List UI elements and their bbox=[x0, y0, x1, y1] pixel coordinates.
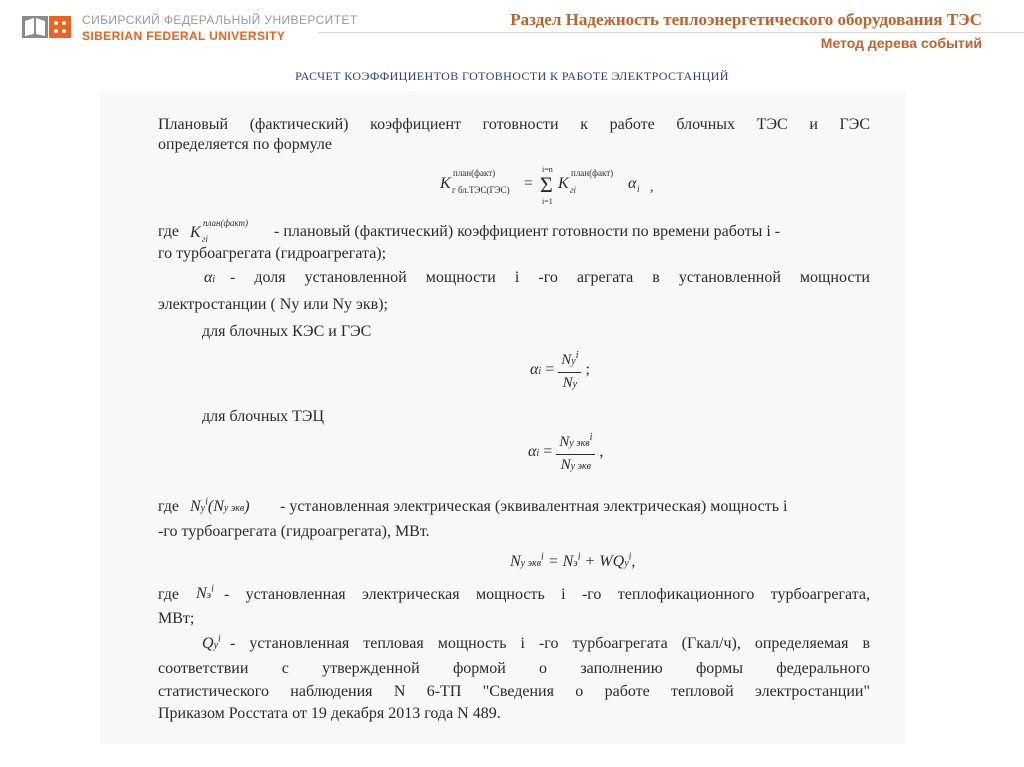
def-alpha-text: - доля установленной мощности i -го агрегата в установленной мощности bbox=[230, 269, 870, 286]
def-ne-symbol: $Nэ^i$ bbox=[196, 584, 214, 603]
def-ne-text: - установленная электрическая мощность i -го теплофикационного турбоагрегата, bbox=[224, 586, 870, 603]
def-alpha-line-2: электростанции ( Nу или Nу экв); bbox=[158, 296, 388, 313]
formula-alpha-1: αi = $\frac{Nу^i}{Nу}$ ; bbox=[530, 347, 590, 394]
svg-text:план(факт): план(факт) bbox=[453, 168, 496, 178]
svg-text:K: K bbox=[440, 175, 451, 192]
svg-text:K: K bbox=[558, 175, 569, 192]
university-name-en: SIBERIAN FEDERAL UNIVERSITY bbox=[82, 29, 286, 43]
svg-text:i=n: i=n bbox=[542, 165, 553, 174]
section-title: Раздел Надежность теплоэнергетического оборудования ТЭС bbox=[510, 10, 982, 29]
document-scan bbox=[100, 91, 906, 744]
intro-line-1: Плановый (фактический) коэффициент готовности к работе блочных ТЭС и ГЭС bbox=[158, 116, 870, 133]
def-n-symbol: $Nу^i(Nу$ экв) bbox=[190, 497, 250, 516]
def-q-text: - установленная тепловая мощность i -го турбоагрегата (Гкал/ч), определяемая в bbox=[230, 635, 870, 652]
svg-text:план(факт): план(факт) bbox=[571, 168, 614, 178]
case1-label: для блочных КЭС и ГЭС bbox=[202, 323, 372, 340]
def-q-symbol: $Qу^i$ bbox=[202, 634, 221, 653]
def-q-line-4: Приказом Росстата от 19 декабря 2013 года N 489. bbox=[158, 705, 501, 722]
svg-text:α: α bbox=[628, 175, 637, 192]
def-ne-prefix: где bbox=[158, 586, 180, 603]
formula-main bbox=[440, 163, 710, 207]
method-title: Метод дерева событий bbox=[820, 35, 982, 51]
def-q-line-3: статистического наблюдения N 6-ТП "Сведения о работе тепловой электростанции" bbox=[158, 683, 870, 700]
def-alpha-symbol: αi bbox=[204, 269, 216, 286]
svg-text:i: i bbox=[637, 184, 640, 194]
svg-text:Σ: Σ bbox=[540, 172, 553, 197]
case2-label: для блочных ТЭЦ bbox=[202, 408, 325, 425]
def-n-line-2: -го турбоагрегата (гидроагрегата), МВт. bbox=[158, 523, 430, 540]
header-divider bbox=[318, 32, 1024, 33]
svg-text:,: , bbox=[650, 180, 654, 195]
svg-text:гi: гi bbox=[202, 234, 209, 244]
def-ne-line-2: МВт; bbox=[158, 610, 195, 627]
def-k-text: - плановый (фактический) коэффициент готовности по времени работы i - bbox=[274, 223, 781, 240]
university-logo bbox=[22, 12, 72, 42]
def-k-line-2: го турбоагрегата (гидроагрегата); bbox=[158, 245, 387, 262]
svg-text:i=1: i=1 bbox=[542, 197, 553, 206]
def-q-line-2: соответствии с утвержденной формой о заполнению формы федерального bbox=[158, 660, 870, 677]
intro-line-2: определяется по формуле bbox=[158, 136, 332, 153]
formula-nekv: Nу $экв^i = Nэ^i + WQу^i$, bbox=[510, 552, 636, 571]
university-name-ru: СИБИРСКИЙ ФЕДЕРАЛЬНЫЙ УНИВЕРСИТЕТ bbox=[82, 13, 358, 27]
svg-text:K: K bbox=[190, 224, 201, 241]
def-n-text: - установленная электрическая (эквивалентная электрическая) мощность i bbox=[280, 498, 788, 515]
university-name bbox=[82, 12, 358, 44]
def-n-prefix: где bbox=[158, 498, 180, 515]
def-k-prefix: где bbox=[158, 223, 180, 240]
formula-main-graphic bbox=[440, 163, 710, 207]
formula-alpha-2: αi = $\frac{Nу экв^i}{\text{Nу экв}}$ , bbox=[528, 429, 603, 476]
slide-heading: РАСЧЕТ КОЭФФИЦИЕНТОВ ГОТОВНОСТИ К РАБОТЕ ЭЛЕКТРОСТАНЦИЙ bbox=[295, 69, 729, 83]
svg-text:=: = bbox=[524, 175, 534, 192]
svg-text:гi: гi bbox=[570, 185, 577, 195]
svg-text:план(факт): план(факт) bbox=[203, 218, 248, 228]
svg-text:г бл.ТЭС(ГЭС): г бл.ТЭС(ГЭС) bbox=[452, 185, 510, 195]
def-k-symbol-graphic bbox=[190, 217, 270, 245]
